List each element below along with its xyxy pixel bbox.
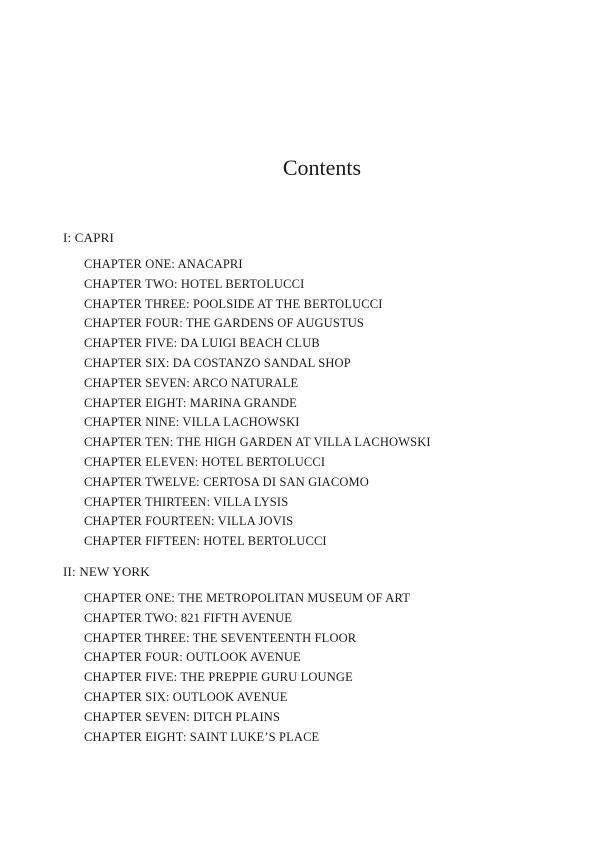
chapter-link[interactable]: CHAPTER FOUR: OUTLOOK AVENUE xyxy=(84,650,301,665)
part-section-new-york xyxy=(63,562,583,747)
chapter-link[interactable]: CHAPTER SEVEN: ARCO NATURALE xyxy=(84,375,299,390)
chapter-link[interactable]: CHAPTER THREE: THE SEVENTEENTH FLOOR xyxy=(84,630,357,645)
part-section-capri xyxy=(63,228,583,552)
chapter-link[interactable]: CHAPTER ONE: ANACAPRI xyxy=(84,257,243,271)
chapter-link[interactable]: CHAPTER TWO: 821 FIFTH AVENUE xyxy=(84,610,293,625)
page-title: Contents xyxy=(282,155,362,180)
chapter-link[interactable]: CHAPTER EIGHT: SAINT LUKE’S PLACE xyxy=(84,729,320,744)
chapter-link[interactable]: CHAPTER THIRTEEN: VILLA LYSIS xyxy=(84,494,289,509)
table-of-contents xyxy=(63,228,583,747)
chapter-link[interactable]: CHAPTER SEVEN: DITCH PLAINS xyxy=(84,709,281,724)
chapter-link[interactable]: CHAPTER THREE: POOLSIDE AT THE BERTOLUCCI xyxy=(84,296,383,311)
chapter-link[interactable]: CHAPTER SIX: OUTLOOK AVENUE xyxy=(84,689,288,704)
chapter-link[interactable]: CHAPTER FIVE: DA LUIGI BEACH CLUB xyxy=(84,336,320,351)
chapter-link[interactable]: CHAPTER TWO: HOTEL BERTOLUCCI xyxy=(84,276,305,291)
chapter-link[interactable]: CHAPTER SIX: DA COSTANZO SANDAL SHOP xyxy=(84,355,351,370)
chapter-link[interactable]: CHAPTER ELEVEN: HOTEL BERTOLUCCI xyxy=(84,454,326,469)
chapter-link[interactable]: CHAPTER TWELVE: CERTOSA DI SAN GIACOMO xyxy=(84,474,369,489)
part-heading[interactable]: II: NEW YORK xyxy=(63,563,150,579)
chapter-link[interactable]: CHAPTER TEN: THE HIGH GARDEN AT VILLA LACHOWSKI xyxy=(84,435,431,450)
chapter-link[interactable]: CHAPTER FIVE: THE PREPPIE GURU LOUNGE xyxy=(84,670,353,685)
part-heading[interactable]: I: CAPRI xyxy=(63,230,115,245)
chapter-link[interactable]: CHAPTER FOUR: THE GARDENS OF AUGUSTUS xyxy=(84,316,365,331)
chapter-link[interactable]: CHAPTER FOURTEEN: VILLA JOVIS xyxy=(84,514,294,529)
chapter-list xyxy=(63,255,583,552)
chapter-link[interactable]: CHAPTER FIFTEEN: HOTEL BERTOLUCCI xyxy=(84,534,327,549)
chapter-list xyxy=(63,589,583,747)
chapter-link[interactable]: CHAPTER ONE: THE METROPOLITAN MUSEUM OF ART xyxy=(84,590,411,605)
chapter-link[interactable]: CHAPTER NINE: VILLA LACHOWSKI xyxy=(84,415,300,430)
chapter-link[interactable]: CHAPTER EIGHT: MARINA GRANDE xyxy=(84,395,297,410)
